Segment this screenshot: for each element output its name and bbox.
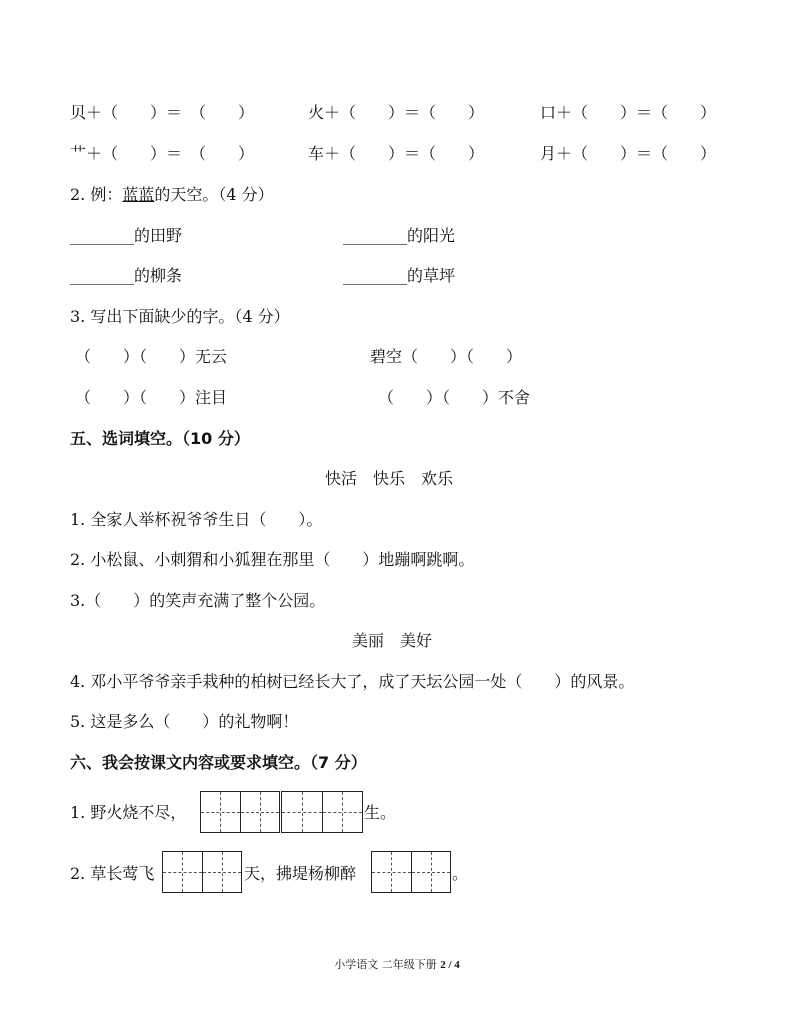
grid-cell[interactable] [163, 852, 202, 892]
question-3: 3. 写出下面缺少的字。（4 分） [70, 307, 290, 326]
fill-sentence-4[interactable]: 4. 邓小平爷爷亲手栽种的柏树已经长大了，成了天坛公园一处（ ）的风景。 [70, 672, 635, 691]
fill-sentence-1[interactable]: 1. 全家人举杯祝爷爷生日（ ）。 [70, 510, 323, 529]
grid-cell[interactable] [411, 852, 451, 892]
grid-cell[interactable] [201, 792, 240, 832]
grid-cell[interactable] [282, 792, 322, 832]
idiom-blank-4[interactable]: （ ）（ ）不舍 [378, 388, 531, 407]
grid-cell[interactable] [202, 852, 242, 892]
fill-sentence-3[interactable]: 3.（ ）的笑声充满了整个公园。 [70, 591, 326, 610]
blank-item-3[interactable]: ________的柳条 [70, 266, 183, 285]
poem-line-2-end: 。 [452, 864, 469, 883]
word-bank-2: 美丽 美好 [352, 631, 433, 650]
writing-grid-1[interactable] [200, 791, 280, 833]
radical-equation-1: 贝＋（ ）＝ （ ） [70, 103, 255, 122]
radical-equation-2: 火＋（ ）＝（ ） [308, 103, 485, 122]
grid-cell[interactable] [322, 792, 363, 832]
writing-grid-3[interactable] [162, 851, 242, 893]
blank-item-4[interactable]: ________的草坪 [343, 266, 456, 285]
word-bank-1: 快活 快乐 欢乐 [325, 469, 454, 488]
fill-sentence-2[interactable]: 2. 小松鼠、小刺猬和小狐狸在那里（ ）地蹦啊跳啊。 [70, 550, 475, 569]
section-5-heading: 五、选词填空。（10 分） [70, 429, 250, 448]
question-2-prefix: 2. 例： [70, 185, 123, 204]
writing-grid-4[interactable] [371, 851, 451, 893]
question-2-suffix: 的天空。（4 分） [154, 185, 274, 204]
writing-grid-2[interactable] [281, 791, 363, 833]
radical-equation-3: 口＋（ ）＝（ ） [540, 103, 717, 122]
idiom-blank-2[interactable]: 碧空（ ）（ ） [370, 347, 523, 366]
fill-sentence-5[interactable]: 5. 这是多么（ ）的礼物啊！ [70, 712, 299, 731]
idiom-blank-1[interactable]: （ ）（ ）无云 [75, 347, 228, 366]
grid-cell[interactable] [240, 792, 280, 832]
radical-equation-6: 月＋（ ）＝（ ） [540, 144, 717, 163]
question-2 [70, 184, 274, 206]
radical-equation-4: 艹＋（ ）＝ （ ） [70, 144, 255, 163]
blank-item-1[interactable]: ________的田野 [70, 226, 183, 245]
blank-item-2[interactable]: ________的阳光 [343, 226, 456, 245]
poem-line-2-start: 2. 草长莺飞 [70, 864, 155, 883]
question-2-example: 蓝蓝 [122, 185, 155, 204]
poem-line-2-middle: 天，拂堤杨柳醉 [244, 864, 357, 883]
radical-equation-5: 车＋（ ）＝（ ） [308, 144, 485, 163]
idiom-blank-3[interactable]: （ ）（ ）注目 [75, 388, 228, 407]
page-number: 2 / 4 [440, 959, 460, 971]
grid-cell[interactable] [372, 852, 411, 892]
section-6-heading: 六、我会按课文内容或要求填空。（7 分） [70, 753, 367, 772]
poem-line-1-end: 生。 [364, 803, 397, 822]
page-footer [0, 956, 794, 972]
footer-text: 小学语文 二年级下册 [334, 958, 441, 971]
poem-line-1-start: 1. 野火烧不尽， [70, 803, 187, 822]
